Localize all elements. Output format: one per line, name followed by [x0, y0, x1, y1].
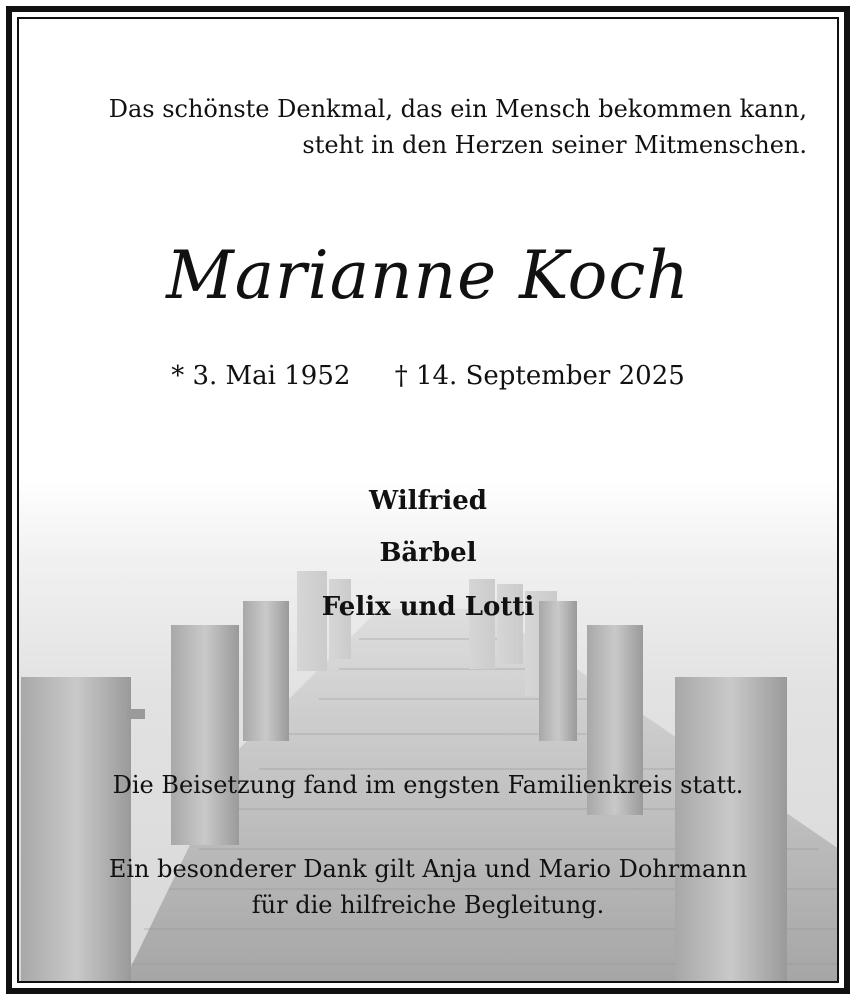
memorial-quote [109, 91, 807, 163]
burial-notice: Die Beisetzung fand im engsten Familienkreis statt. [112, 771, 744, 799]
thanks-line-1: Ein besonderer Dank gilt Anja und Mario Dohrmann [108, 855, 748, 883]
quote-line-2: steht in den Herzen seiner Mitmenschen. [302, 131, 807, 159]
thanks-line-2: für die hilfreiche Begleitung. [251, 891, 605, 919]
deceased-name: Marianne Koch [166, 237, 690, 314]
death-date: † 14. September 2025 [394, 361, 685, 391]
mourner-name: Wilfried [369, 486, 487, 516]
birth-date: * 3. Mai 1952 [171, 361, 351, 391]
life-dates [19, 361, 837, 391]
quote-line-1: Das schönste Denkmal, das ein Mensch bekommen kann, [108, 95, 807, 123]
mourner-name: Bärbel [379, 538, 477, 568]
mourner-name: Felix und Lotti [321, 592, 535, 622]
obituary-notice [17, 17, 839, 983]
thanks-notice [19, 851, 837, 923]
